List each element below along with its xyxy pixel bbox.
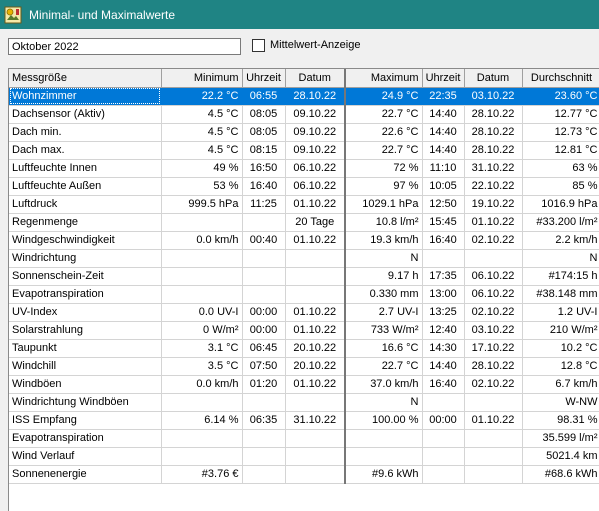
cell-average: 210 W/m² (522, 321, 599, 339)
values-table (9, 69, 599, 484)
window-title: Minimal- und Maximalwerte (29, 7, 176, 22)
cell-min-date (285, 465, 345, 483)
average-checkbox[interactable] (252, 39, 265, 52)
cell-max-date: 28.10.22 (464, 141, 522, 159)
col-header-minimum[interactable]: Minimum (161, 69, 242, 87)
cell-min-time (242, 447, 285, 465)
cell-min-time (242, 213, 285, 231)
cell-maximum: 97 % (345, 177, 422, 195)
cell-min-date: 01.10.22 (285, 303, 345, 321)
cell-minimum: 0.0 UV-I (161, 303, 242, 321)
cell-min-time (242, 465, 285, 483)
table-row[interactable] (9, 249, 599, 267)
cell-max-date: 03.10.22 (464, 87, 522, 105)
cell-max-date: 28.10.22 (464, 123, 522, 141)
cell-average: #38.148 mm (522, 285, 599, 303)
cell-maximum: 1029.1 hPa (345, 195, 422, 213)
table-row[interactable] (9, 393, 599, 411)
cell-average: 12.8 °C (522, 357, 599, 375)
cell-name: Windrichtung Windböen (9, 393, 161, 411)
cell-minimum: 4.5 °C (161, 141, 242, 159)
cell-min-time: 00:00 (242, 321, 285, 339)
cell-min-time (242, 249, 285, 267)
cell-max-time (422, 393, 464, 411)
cell-min-time: 06:45 (242, 339, 285, 357)
cell-minimum (161, 285, 242, 303)
cell-name: Regenmenge (9, 213, 161, 231)
cell-average: W-NW (522, 393, 599, 411)
cell-name: Windböen (9, 375, 161, 393)
cell-max-date: 01.10.22 (464, 213, 522, 231)
cell-max-date: 22.10.22 (464, 177, 522, 195)
cell-name: Luftfeuchte Außen (9, 177, 161, 195)
cell-maximum: 37.0 km/h (345, 375, 422, 393)
cell-average: 5021.4 km (522, 447, 599, 465)
table-row[interactable] (9, 231, 599, 249)
header-row (9, 69, 599, 87)
table-row[interactable] (9, 303, 599, 321)
cell-min-time: 11:25 (242, 195, 285, 213)
cell-max-date (464, 465, 522, 483)
cell-min-date: 28.10.22 (285, 87, 345, 105)
cell-max-time: 16:40 (422, 375, 464, 393)
table-row[interactable] (9, 123, 599, 141)
table-row[interactable] (9, 411, 599, 429)
col-header-max-date[interactable]: Datum (464, 69, 522, 87)
cell-minimum (161, 393, 242, 411)
cell-minimum: #3.76 € (161, 465, 242, 483)
cell-name: Windrichtung (9, 249, 161, 267)
table-row[interactable] (9, 141, 599, 159)
cell-min-time: 07:50 (242, 357, 285, 375)
cell-minimum: 0.0 km/h (161, 231, 242, 249)
cell-maximum: 9.17 h (345, 267, 422, 285)
cell-minimum: 3.5 °C (161, 357, 242, 375)
cell-minimum: 6.14 % (161, 411, 242, 429)
cell-average: 12.81 °C (522, 141, 599, 159)
cell-average: 85 % (522, 177, 599, 195)
cell-maximum: 10.8 l/m² (345, 213, 422, 231)
cell-min-date: 09.10.22 (285, 123, 345, 141)
cell-min-time: 01:20 (242, 375, 285, 393)
cell-minimum (161, 213, 242, 231)
cell-min-date: 20.10.22 (285, 339, 345, 357)
cell-average: #33.200 l/m² (522, 213, 599, 231)
table-row[interactable] (9, 267, 599, 285)
cell-min-date (285, 447, 345, 465)
cell-min-time: 08:05 (242, 123, 285, 141)
cell-name: Sonnenenergie (9, 465, 161, 483)
cell-max-date: 02.10.22 (464, 303, 522, 321)
cell-average: 1016.9 hPa (522, 195, 599, 213)
cell-max-time: 22:35 (422, 87, 464, 105)
cell-name: Windchill (9, 357, 161, 375)
cell-max-date: 19.10.22 (464, 195, 522, 213)
cell-maximum: N (345, 393, 422, 411)
cell-maximum: 72 % (345, 159, 422, 177)
cell-maximum (345, 447, 422, 465)
cell-max-date (464, 249, 522, 267)
cell-min-date: 01.10.22 (285, 195, 345, 213)
cell-max-date (464, 429, 522, 447)
cell-maximum: #9.6 kWh (345, 465, 422, 483)
cell-name: UV-Index (9, 303, 161, 321)
col-header-min-date[interactable]: Datum (285, 69, 345, 87)
cell-minimum: 53 % (161, 177, 242, 195)
table-row[interactable] (9, 429, 599, 447)
cell-name: Wohnzimmer (9, 87, 161, 105)
cell-average: 23.60 °C (522, 87, 599, 105)
cell-maximum: 100.00 % (345, 411, 422, 429)
cell-maximum: 22.7 °C (345, 105, 422, 123)
col-header-maximum[interactable]: Maximum (345, 69, 422, 87)
cell-min-date (285, 285, 345, 303)
col-header-name[interactable]: Messgröße (9, 69, 161, 87)
cell-min-date: 01.10.22 (285, 231, 345, 249)
cell-max-time: 14:40 (422, 141, 464, 159)
table-row[interactable] (9, 375, 599, 393)
cell-maximum: 22.7 °C (345, 141, 422, 159)
cell-max-time: 14:40 (422, 357, 464, 375)
cell-average: #174:15 h (522, 267, 599, 285)
cell-min-date: 20.10.22 (285, 357, 345, 375)
cell-min-date (285, 249, 345, 267)
cell-max-time: 13:25 (422, 303, 464, 321)
cell-minimum: 0.0 km/h (161, 375, 242, 393)
table-row[interactable] (9, 447, 599, 465)
cell-minimum: 49 % (161, 159, 242, 177)
col-header-max-time[interactable]: Uhrzeit (422, 69, 464, 87)
cell-maximum: 22.6 °C (345, 123, 422, 141)
cell-max-date: 28.10.22 (464, 357, 522, 375)
cell-maximum: 19.3 km/h (345, 231, 422, 249)
cell-maximum: 24.9 °C (345, 87, 422, 105)
title-bar (0, 0, 599, 29)
cell-max-date: 01.10.22 (464, 411, 522, 429)
cell-average: 2.2 km/h (522, 231, 599, 249)
cell-min-time (242, 429, 285, 447)
cell-average: 63 % (522, 159, 599, 177)
cell-max-time: 14:40 (422, 123, 464, 141)
cell-average: 1.2 UV-I (522, 303, 599, 321)
cell-average: N (522, 249, 599, 267)
cell-name: Evapotranspiration (9, 429, 161, 447)
cell-max-date: 28.10.22 (464, 105, 522, 123)
cell-min-date: 20 Tage (285, 213, 345, 231)
cell-name: Luftdruck (9, 195, 161, 213)
cell-max-date (464, 393, 522, 411)
cell-min-time (242, 285, 285, 303)
cell-maximum: N (345, 249, 422, 267)
cell-minimum: 4.5 °C (161, 123, 242, 141)
cell-min-time: 08:05 (242, 105, 285, 123)
cell-min-time: 00:40 (242, 231, 285, 249)
cell-name: Solarstrahlung (9, 321, 161, 339)
cell-name: Luftfeuchte Innen (9, 159, 161, 177)
table-row[interactable] (9, 87, 599, 105)
table-row[interactable] (9, 465, 599, 483)
cell-name: Sonnenschein-Zeit (9, 267, 161, 285)
table-row[interactable] (9, 177, 599, 195)
cell-minimum (161, 267, 242, 285)
cell-minimum: 0 W/m² (161, 321, 242, 339)
cell-maximum: 22.7 °C (345, 357, 422, 375)
table-row[interactable] (9, 105, 599, 123)
cell-min-date: 06.10.22 (285, 159, 345, 177)
cell-max-time: 14:40 (422, 105, 464, 123)
cell-min-date: 06.10.22 (285, 177, 345, 195)
cell-max-time: 12:40 (422, 321, 464, 339)
cell-max-time: 11:10 (422, 159, 464, 177)
cell-name: Evapotranspiration (9, 285, 161, 303)
cell-max-time (422, 249, 464, 267)
cell-average: 12.77 °C (522, 105, 599, 123)
cell-maximum (345, 429, 422, 447)
cell-min-date: 01.10.22 (285, 375, 345, 393)
cell-max-time: 16:40 (422, 231, 464, 249)
table-row[interactable] (9, 285, 599, 303)
cell-maximum: 16.6 °C (345, 339, 422, 357)
average-checkbox-label: Mittelwert-Anzeige (270, 39, 361, 51)
cell-name: Dach max. (9, 141, 161, 159)
cell-max-time: 17:35 (422, 267, 464, 285)
cell-max-time: 13:00 (422, 285, 464, 303)
cell-min-time: 16:50 (242, 159, 285, 177)
cell-min-date: 31.10.22 (285, 411, 345, 429)
cell-max-time: 15:45 (422, 213, 464, 231)
cell-min-time: 06:55 (242, 87, 285, 105)
cell-max-date (464, 447, 522, 465)
cell-min-date: 09.10.22 (285, 141, 345, 159)
cell-name: Wind Verlauf (9, 447, 161, 465)
cell-average: 12.73 °C (522, 123, 599, 141)
table-row[interactable] (9, 357, 599, 375)
cell-average: 35.599 l/m² (522, 429, 599, 447)
table-row[interactable] (9, 159, 599, 177)
cell-average: #68.6 kWh (522, 465, 599, 483)
cell-name: Dach min. (9, 123, 161, 141)
cell-max-date: 06.10.22 (464, 285, 522, 303)
cell-name: Windgeschwindigkeit (9, 231, 161, 249)
cell-minimum: 3.1 °C (161, 339, 242, 357)
cell-max-date: 03.10.22 (464, 321, 522, 339)
cell-maximum: 2.7 UV-I (345, 303, 422, 321)
table-row[interactable] (9, 321, 599, 339)
cell-min-date: 01.10.22 (285, 321, 345, 339)
cell-min-time: 06:35 (242, 411, 285, 429)
cell-average: 6.7 km/h (522, 375, 599, 393)
cell-maximum: 733 W/m² (345, 321, 422, 339)
cell-name: Dachsensor (Aktiv) (9, 105, 161, 123)
cell-min-time: 00:00 (242, 303, 285, 321)
cell-max-time: 10:05 (422, 177, 464, 195)
cell-minimum (161, 429, 242, 447)
cell-average: 98.31 % (522, 411, 599, 429)
cell-minimum: 22.2 °C (161, 87, 242, 105)
cell-max-time (422, 429, 464, 447)
cell-max-time (422, 447, 464, 465)
cell-max-date: 02.10.22 (464, 375, 522, 393)
table-row[interactable] (9, 339, 599, 357)
cell-minimum: 999.5 hPa (161, 195, 242, 213)
cell-max-time (422, 465, 464, 483)
cell-min-date: 09.10.22 (285, 105, 345, 123)
cell-min-date (285, 429, 345, 447)
weather-station-icon (4, 6, 22, 24)
table-row[interactable] (9, 195, 599, 213)
cell-min-time: 16:40 (242, 177, 285, 195)
cell-name: ISS Empfang (9, 411, 161, 429)
col-header-average[interactable]: Durchschnitt (522, 69, 599, 87)
cell-min-time (242, 267, 285, 285)
cell-minimum: 4.5 °C (161, 105, 242, 123)
cell-maximum: 0.330 mm (345, 285, 422, 303)
col-header-min-time[interactable]: Uhrzeit (242, 69, 285, 87)
period-field[interactable] (8, 38, 241, 55)
cell-min-date (285, 393, 345, 411)
cell-max-time: 14:30 (422, 339, 464, 357)
cell-min-time (242, 393, 285, 411)
cell-max-date: 02.10.22 (464, 231, 522, 249)
cell-average: 10.2 °C (522, 339, 599, 357)
values-grid[interactable] (8, 68, 599, 511)
cell-max-time: 12:50 (422, 195, 464, 213)
cell-max-date: 31.10.22 (464, 159, 522, 177)
cell-max-date: 06.10.22 (464, 267, 522, 285)
cell-min-date (285, 267, 345, 285)
table-row[interactable] (9, 213, 599, 231)
cell-min-time: 08:15 (242, 141, 285, 159)
cell-max-time: 00:00 (422, 411, 464, 429)
cell-max-date: 17.10.22 (464, 339, 522, 357)
cell-name: Taupunkt (9, 339, 161, 357)
cell-minimum (161, 249, 242, 267)
cell-minimum (161, 447, 242, 465)
